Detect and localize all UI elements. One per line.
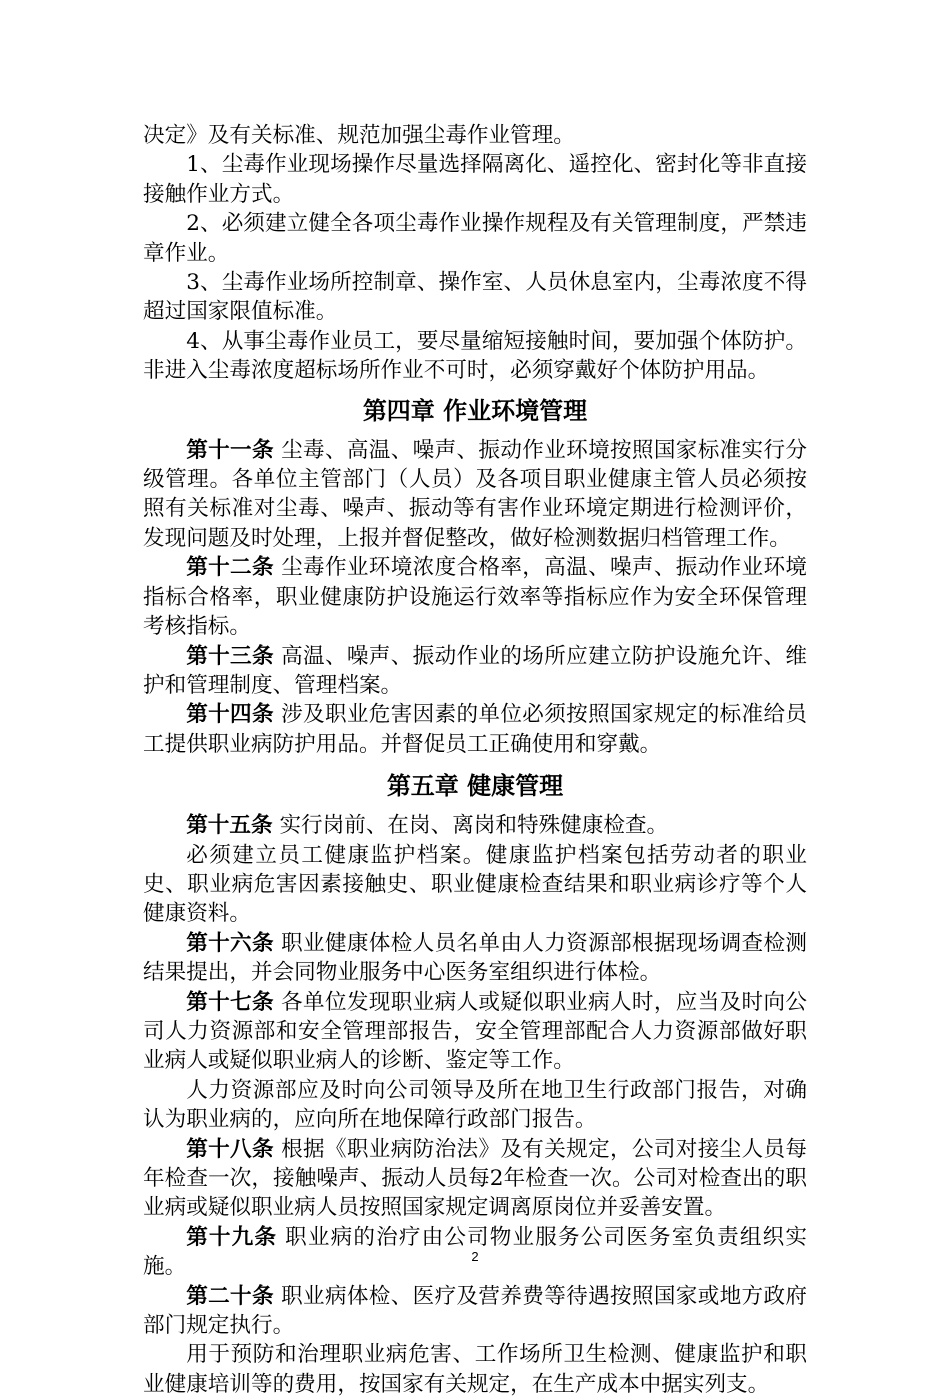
article-18 bbox=[143, 1135, 807, 1223]
article-label: 第二十条 bbox=[186, 1283, 274, 1309]
paragraph-costs bbox=[143, 1340, 807, 1399]
article-label: 第十三条 bbox=[186, 643, 274, 669]
article-14 bbox=[143, 700, 807, 759]
paragraph-item-2: 2、必须建立健全各项尘毒作业操作规程及有关管理制度，严禁违章作业。 bbox=[143, 211, 807, 266]
article-label: 第十八条 bbox=[186, 1136, 274, 1162]
paragraph-hr-report bbox=[143, 1076, 807, 1135]
article-text: 涉及职业危害因素的单位必须按照国家规定的标准给员工提供职业病防护用品。并督促员工正确使用和穿戴。 bbox=[143, 702, 807, 757]
paragraph-continued: 决定》及有关标准、规范加强尘毒作业管理。 bbox=[143, 123, 575, 148]
article-13 bbox=[143, 642, 807, 701]
article-text: 实行岗前、在岗、离岗和特殊健康检查。 bbox=[272, 813, 669, 839]
article-label: 第十二条 bbox=[186, 555, 274, 581]
article-text: 用于预防和治理职业病危害、工作场所卫生检测、健康监护和职业健康培训等的费用，按国家有关规定，在生产成本中据实列支。 bbox=[143, 1342, 807, 1397]
article-12 bbox=[143, 553, 807, 641]
article-text: 必须建立员工健康监护档案。健康监护档案包括劳动者的职业史、职业病危害因素接触史、职业健康检查结果和职业病诊疗等个人健康资料。 bbox=[143, 842, 807, 927]
article-text: 尘毒、高温、噪声、振动作业环境按照国家标准实行分级管理。各单位主管部门（人员）及各项目职业健康主管人员必须按照有关标准对尘毒、噪声、振动等有害作业环境定期进行检测评价，发现问题及时处理，上报并督促整改，做好检测数据归档管理工作。 bbox=[143, 437, 807, 551]
article-text: 根据《职业病防治法》及有关规定，公司对接尘人员每年检查一次，接触噪声、振动人员每2年检查一次。公司对检查出的职业病或疑似职业病人员按照国家规定调离原岗位并妥善安置。 bbox=[143, 1136, 807, 1221]
paragraph-item-3: 3、尘毒作业场所控制章、操作室、人员休息室内，尘毒浓度不得超过国家限值标准。 bbox=[143, 270, 807, 325]
article-15 bbox=[143, 811, 807, 840]
article-label: 第十五条 bbox=[186, 813, 273, 839]
article-11 bbox=[143, 436, 807, 554]
page-number: 2 bbox=[471, 1249, 479, 1264]
article-text: 各单位发现职业病人或疑似职业病人时，应当及时向公司人力资源部和安全管理部报告，安全管理部配合人力资源部做好职业病人或疑似职业病人的诊断、鉴定等工作。 bbox=[143, 989, 807, 1074]
article-label: 第十六条 bbox=[186, 930, 274, 956]
article-label: 第十七条 bbox=[186, 989, 274, 1015]
article-20 bbox=[143, 1282, 807, 1341]
chapter-5-title: 第五章 健康管理 bbox=[386, 772, 564, 801]
article-text: 人力资源部应及时向公司领导及所在地卫生行政部门报告，对确认为职业病的，应向所在地保障行政部门报告。 bbox=[143, 1077, 807, 1133]
article-label: 第十九条 bbox=[186, 1224, 278, 1250]
article-text: 职业病的治疗由公司物业服务公司医务室负责组织实施。 bbox=[143, 1224, 807, 1280]
article-17 bbox=[143, 988, 807, 1076]
article-16 bbox=[143, 929, 807, 988]
document-body bbox=[143, 121, 807, 1399]
article-text: 高温、噪声、振动作业的场所应建立防护设施允许、维护和管理制度、管理档案。 bbox=[143, 643, 807, 698]
article-label: 第十一条 bbox=[186, 437, 274, 463]
article-text: 尘毒作业环境浓度合格率，高温、噪声、振动作业环境指标合格率，职业健康防护设施运行效率等指标应作为安全环保管理考核指标。 bbox=[143, 555, 807, 640]
paragraph-item-4: 4、从事尘毒作业员工，要尽量缩短接触时间，要加强个体防护。非进入尘毒浓度超标场所作业不可时，必须穿戴好个体防护用品。 bbox=[143, 328, 807, 384]
paragraph-item-1: 1、尘毒作业现场操作尽量选择隔离化、遥控化、密封化等非直接接触作业方式。 bbox=[143, 152, 807, 207]
article-label: 第十四条 bbox=[186, 702, 274, 728]
paragraph-health-record bbox=[143, 841, 807, 929]
chapter-4-title: 第四章 作业环境管理 bbox=[362, 396, 588, 425]
article-text: 职业病体检、医疗及营养费等待遇按照国家或地方政府部门规定执行。 bbox=[143, 1283, 807, 1339]
article-text: 职业健康体检人员名单由人力资源部根据现场调查检测结果提出，并会同物业服务中心医务室组织进行体检。 bbox=[143, 930, 807, 986]
